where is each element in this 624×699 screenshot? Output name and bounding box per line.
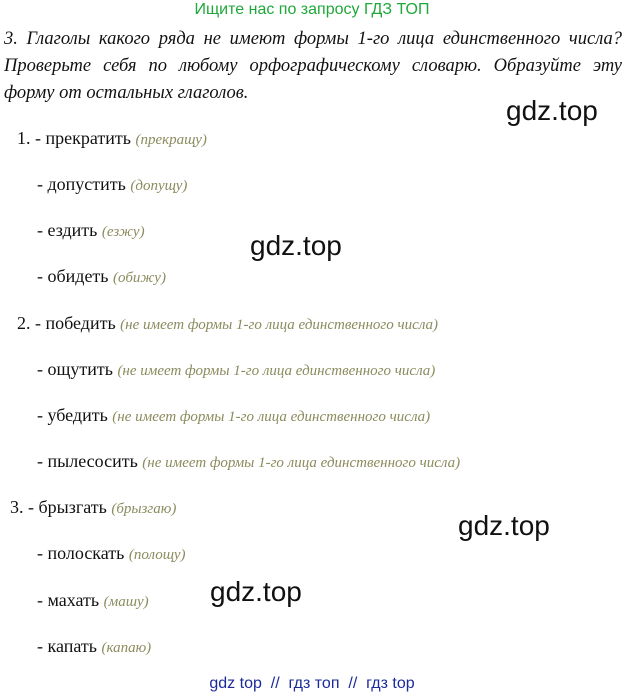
verb: - махать	[37, 590, 100, 610]
group-number: 3.	[10, 497, 24, 517]
verb: - победить	[35, 313, 116, 333]
list-item	[37, 266, 166, 287]
answer: (прекращу)	[135, 132, 207, 148]
verb: - пылесосить	[37, 451, 138, 471]
answer: (не имеет формы 1-го лица единственного числа)	[120, 317, 439, 333]
group-number: 2.	[17, 313, 31, 333]
watermark: gdz.top	[458, 510, 550, 541]
watermark: gdz.top	[506, 95, 598, 126]
answer: (машу)	[103, 594, 149, 610]
verb: - допустить	[37, 174, 126, 194]
list-item	[10, 497, 176, 518]
group-number: 1.	[17, 128, 31, 148]
list-item	[37, 405, 430, 426]
watermark: gdz.top	[210, 576, 302, 607]
verb: - ощутить	[37, 359, 113, 379]
task-text: 3. Глаголы какого ряда не имеют формы 1-го лица единственного числа? Проверьте себя по любому орфографическому словарю. Образуйте эту форму от остальных глаголов.	[4, 29, 622, 103]
verb: - обидеть	[37, 266, 109, 286]
list-item	[37, 636, 151, 657]
answer: (допущу)	[130, 178, 188, 194]
verb: - ездить	[37, 220, 98, 240]
footer-links: gdz top // гдз топ // гдз top	[209, 675, 415, 692]
answer: (обижу)	[113, 270, 166, 286]
answer: (брызгаю)	[111, 501, 177, 517]
verb: - прекратить	[35, 128, 131, 148]
watermark: gdz.top	[250, 230, 342, 261]
answer: (не имеет формы 1-го лица единственного числа)	[112, 409, 431, 425]
verb: - убедить	[37, 405, 108, 425]
answer: (капаю)	[101, 640, 152, 656]
verb: - полоскать	[37, 543, 125, 563]
list-item	[37, 590, 149, 611]
list-item	[37, 359, 435, 380]
answer: (езжу)	[101, 224, 145, 240]
answer: (полощу)	[128, 547, 186, 563]
list-item	[37, 543, 186, 564]
answer: (не имеет формы 1-го лица единственного числа)	[142, 455, 461, 471]
search-banner: Ищите нас по запросу ГДЗ ТОП	[194, 1, 430, 18]
list-item	[37, 451, 460, 472]
answer: (не имеет формы 1-го лица единственного числа)	[117, 363, 436, 379]
list-item	[37, 220, 145, 241]
list-item	[37, 174, 187, 195]
verb: - брызгать	[28, 497, 107, 517]
list-item	[17, 128, 207, 149]
verb: - капать	[37, 636, 97, 656]
list-item	[17, 313, 438, 334]
